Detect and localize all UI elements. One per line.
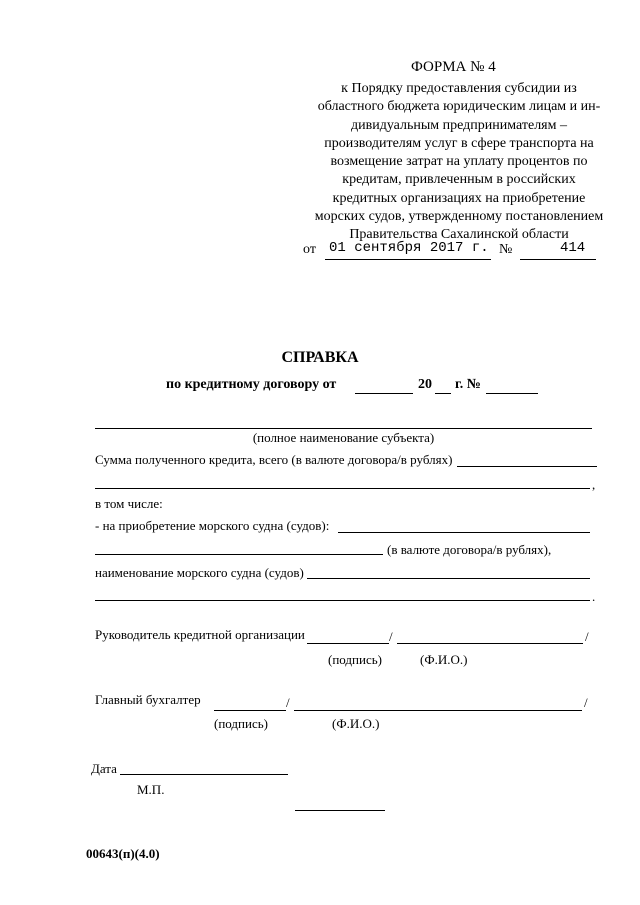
loan-amount-line-2	[95, 488, 590, 489]
slash: /	[585, 629, 589, 644]
loan-amount-label: Сумма полученного кредита, всего (в валюте договора/в рублях)	[95, 452, 453, 467]
date-prefix: от	[303, 242, 316, 257]
contract-number-blank	[486, 393, 538, 394]
annex-reference	[294, 80, 624, 245]
bank-head-signature-line	[307, 643, 389, 644]
period: .	[592, 589, 596, 604]
form-code: 00643(п)(4.0)	[86, 846, 160, 861]
name-caption: (Ф.И.О.)	[420, 652, 468, 667]
approval-number: 414	[560, 240, 586, 256]
date-line	[120, 774, 288, 775]
bank-head-name-line	[397, 643, 583, 644]
annex-line: кредитам, привлеченным в российских	[342, 172, 576, 188]
annex-line: кредитных организациях на приобретение	[332, 190, 586, 206]
date-underline	[325, 259, 491, 260]
subject-name-line	[95, 428, 592, 429]
number-underline	[520, 259, 596, 260]
subject-caption: (полное наименование субъекта)	[252, 430, 435, 445]
contract-date-blank	[355, 393, 413, 394]
annex-line: областного бюджета юридическим лицам и ин-	[317, 99, 601, 115]
slash: /	[389, 629, 393, 644]
vessel-purchase-label: - на приобретение морского судна (судов):	[95, 518, 330, 533]
including-label: в том числе:	[95, 496, 163, 511]
chief-accountant-name-line	[294, 710, 582, 711]
loan-amount-line	[457, 466, 597, 467]
number-sign: №	[499, 242, 513, 257]
annex-line: производителям услуг в сфере транспорта на	[324, 135, 594, 151]
contract-year-prefix: 20	[418, 377, 432, 392]
bank-head-label: Руководитель кредитной организации	[95, 627, 305, 642]
vessel-name-line-2	[95, 600, 590, 601]
name-caption: (Ф.И.О.)	[332, 716, 380, 731]
vessel-purchase-line	[338, 532, 590, 533]
approval-date: 01 сентября 2017 г.	[329, 240, 489, 256]
chief-accountant-signature-line	[214, 710, 286, 711]
annex-line: к Порядку предоставления субсидии из	[341, 81, 577, 96]
annex-line: Правительства Сахалинской области	[349, 227, 569, 243]
currency-caption: (в валюте договора/в рублях),	[387, 542, 552, 557]
annex-line: морских судов, утвержденному постановлением	[314, 209, 604, 225]
contract-year-blank	[435, 393, 451, 394]
slash: /	[584, 695, 588, 710]
slash: /	[286, 695, 290, 710]
chief-accountant-label: Главный бухгалтер	[95, 692, 201, 707]
vessel-purchase-line-2	[95, 554, 383, 555]
form-title: ФОРМА № 4	[411, 59, 496, 75]
signature-caption: (подпись)	[328, 652, 382, 667]
contract-prefix: по кредитному договору от	[166, 377, 337, 392]
stamp-label: М.П.	[137, 782, 165, 797]
vessel-name-line	[307, 578, 590, 579]
date-label: Дата	[91, 761, 117, 776]
comma: ,	[592, 477, 596, 492]
contract-number-prefix: г. №	[455, 377, 481, 392]
separator-line	[295, 810, 385, 811]
annex-line: возмещение затрат на уплату процентов по	[330, 154, 588, 170]
document-title: СПРАВКА	[281, 349, 359, 366]
annex-line: дивидуальным предпринимателям –	[351, 117, 567, 133]
vessel-name-label: наименование морского судна (судов)	[95, 565, 304, 580]
signature-caption: (подпись)	[214, 716, 268, 731]
